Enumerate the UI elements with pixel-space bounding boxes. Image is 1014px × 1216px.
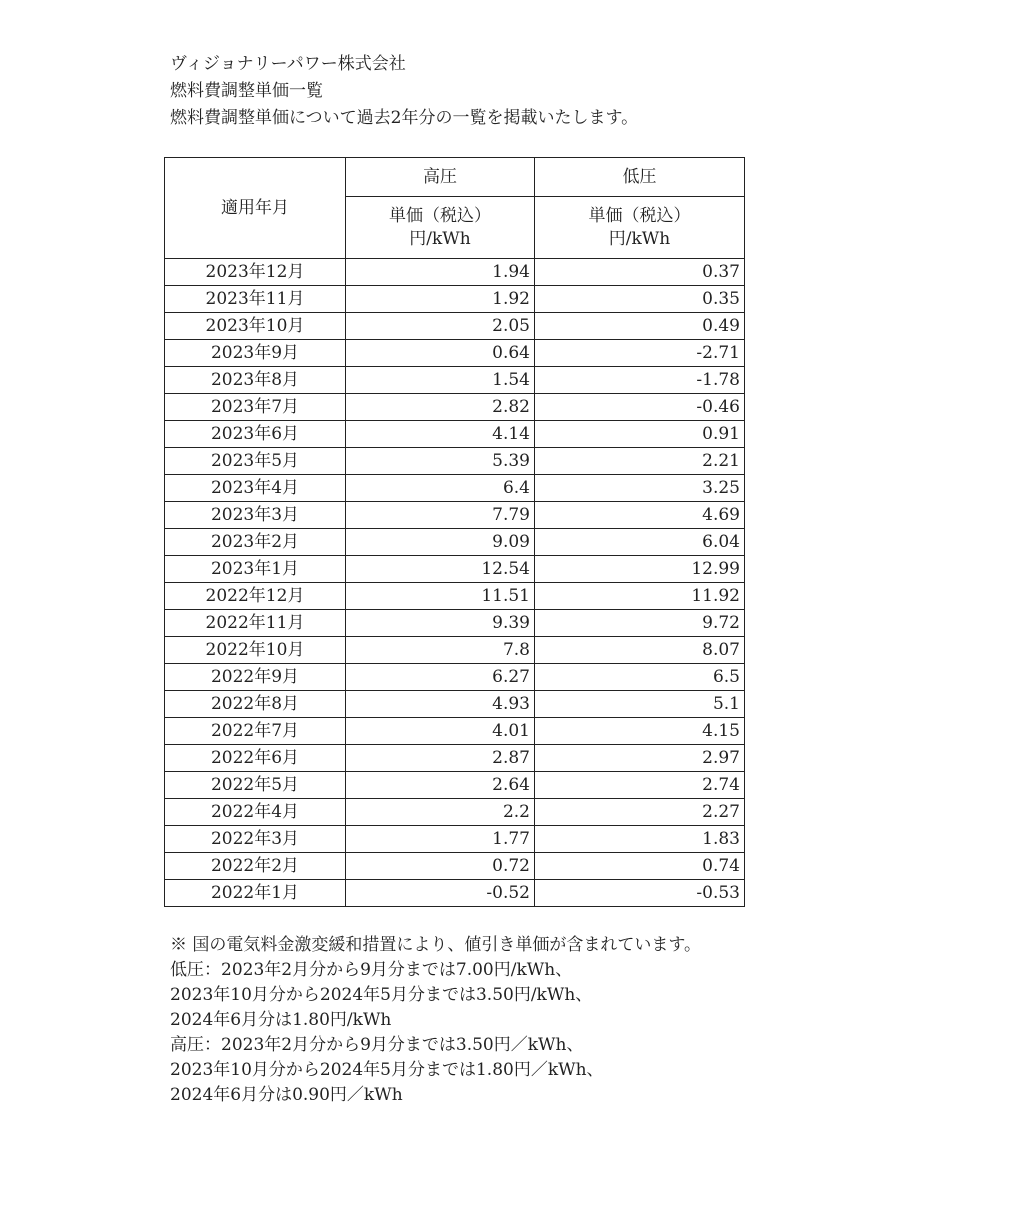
low-voltage-unit-header: [535, 197, 745, 259]
low-voltage-price-cell: 0.37: [535, 259, 745, 286]
note-line: 2023年10月分から2024年5月分までは3.50円/kWh、: [170, 985, 593, 1005]
table-row: [165, 448, 745, 475]
note-line: 2024年6月分は1.80円/kWh: [170, 1010, 392, 1030]
low-voltage-price-cell: 2.27: [535, 799, 745, 826]
low-voltage-price-cell: 0.91: [535, 421, 745, 448]
high-voltage-price-cell: 6.27: [346, 664, 535, 691]
low-voltage-price-cell: 6.5: [535, 664, 745, 691]
note-line: 2023年10月分から2024年5月分までは1.80円／kWh、: [170, 1060, 604, 1080]
high-voltage-price-cell: 4.93: [346, 691, 535, 718]
high-voltage-price-cell: 0.72: [346, 853, 535, 880]
page-description: 燃料費調整単価について過去2年分の一覧を掲載いたします。: [170, 108, 639, 128]
table-row: [165, 286, 745, 313]
low-voltage-price-cell: 6.04: [535, 529, 745, 556]
low-voltage-price-cell: 4.69: [535, 502, 745, 529]
unit-label: 単価（税込）: [389, 205, 491, 226]
low-voltage-price-cell: 0.49: [535, 313, 745, 340]
high-voltage-price-cell: 4.14: [346, 421, 535, 448]
high-voltage-price-cell: 7.8: [346, 637, 535, 664]
month-cell: 2023年4月: [165, 475, 346, 502]
table-row: [165, 745, 745, 772]
month-cell: 2022年11月: [165, 610, 346, 637]
month-cell: 2022年10月: [165, 637, 346, 664]
table-row: [165, 664, 745, 691]
month-cell: 2023年7月: [165, 394, 346, 421]
note-line: 2024年6月分は0.90円／kWh: [170, 1085, 403, 1105]
high-voltage-price-cell: 11.51: [346, 583, 535, 610]
table-row: [165, 691, 745, 718]
month-cell: 2023年3月: [165, 502, 346, 529]
table-row: [165, 502, 745, 529]
high-voltage-price-cell: 9.09: [346, 529, 535, 556]
table-row: [165, 556, 745, 583]
month-cell: 2022年4月: [165, 799, 346, 826]
unit-label: 単価（税込）: [588, 205, 691, 226]
high-voltage-price-cell: 1.94: [346, 259, 535, 286]
table-row: [165, 610, 745, 637]
high-voltage-header: 高圧: [346, 158, 535, 197]
low-voltage-price-cell: 8.07: [535, 637, 745, 664]
fuel-adjustment-table: [164, 157, 745, 907]
month-cell: 2023年11月: [165, 286, 346, 313]
month-cell: 2022年9月: [165, 664, 346, 691]
unit-value: 円/kWh: [409, 228, 471, 249]
table-row: [165, 367, 745, 394]
table-row: [165, 394, 745, 421]
month-cell: 2022年1月: [165, 880, 346, 907]
table-row: [165, 718, 745, 745]
high-voltage-price-cell: 2.82: [346, 394, 535, 421]
high-voltage-price-cell: 5.39: [346, 448, 535, 475]
low-voltage-price-cell: 12.99: [535, 556, 745, 583]
month-cell: 2023年2月: [165, 529, 346, 556]
month-cell: 2023年8月: [165, 367, 346, 394]
high-voltage-price-cell: 4.01: [346, 718, 535, 745]
month-cell: 2022年6月: [165, 745, 346, 772]
page-header: [170, 51, 638, 132]
high-voltage-price-cell: 2.2: [346, 799, 535, 826]
notes-section: [170, 933, 701, 1108]
table-row: [165, 313, 745, 340]
note-line: ※ 国の電気料金激変緩和措置により、値引き単価が含まれています。: [170, 935, 702, 955]
low-voltage-price-cell: 9.72: [535, 610, 745, 637]
low-voltage-price-cell: 0.74: [535, 853, 745, 880]
table-row: [165, 880, 745, 907]
low-voltage-price-cell: 2.21: [535, 448, 745, 475]
table-row: [165, 421, 745, 448]
note-line: 低圧：2023年2月分から9月分までは7.00円/kWh、: [170, 960, 573, 980]
unit-value: 円/kWh: [608, 228, 671, 249]
table-row: [165, 475, 745, 502]
month-cell: 2023年10月: [165, 313, 346, 340]
table-row: [165, 637, 745, 664]
company-name: ヴィジョナリーパワー株式会社: [170, 54, 406, 74]
low-voltage-price-cell: 0.35: [535, 286, 745, 313]
high-voltage-price-cell: 1.92: [346, 286, 535, 313]
low-voltage-price-cell: 1.83: [535, 826, 745, 853]
low-voltage-price-cell: 2.74: [535, 772, 745, 799]
month-column-header: 適用年月: [165, 158, 346, 259]
high-voltage-price-cell: 1.54: [346, 367, 535, 394]
high-voltage-price-cell: 1.77: [346, 826, 535, 853]
month-cell: 2023年1月: [165, 556, 346, 583]
low-voltage-price-cell: 3.25: [535, 475, 745, 502]
page-title: 燃料費調整単価一覧: [170, 81, 323, 101]
high-voltage-price-cell: -0.52: [346, 880, 535, 907]
high-voltage-price-cell: 2.64: [346, 772, 535, 799]
low-voltage-price-cell: -0.46: [535, 394, 745, 421]
month-cell: 2022年7月: [165, 718, 346, 745]
month-cell: 2023年12月: [165, 259, 346, 286]
low-voltage-price-cell: -0.53: [535, 880, 745, 907]
month-cell: 2022年12月: [165, 583, 346, 610]
high-voltage-price-cell: 9.39: [346, 610, 535, 637]
low-voltage-header: 低圧: [535, 158, 745, 197]
month-cell: 2022年5月: [165, 772, 346, 799]
high-voltage-price-cell: 7.79: [346, 502, 535, 529]
table-body: [165, 259, 745, 907]
table-row: [165, 799, 745, 826]
high-voltage-price-cell: 12.54: [346, 556, 535, 583]
table-row: [165, 853, 745, 880]
table-header: [165, 158, 745, 259]
table-row: [165, 529, 745, 556]
low-voltage-price-cell: -1.78: [535, 367, 745, 394]
table-row: [165, 772, 745, 799]
high-voltage-price-cell: 6.4: [346, 475, 535, 502]
table-row: [165, 826, 745, 853]
note-line: 高圧：2023年2月分から9月分までは3.50円／kWh、: [170, 1035, 584, 1055]
low-voltage-price-cell: 2.97: [535, 745, 745, 772]
table-row: [165, 259, 745, 286]
high-voltage-unit-header: [346, 197, 535, 259]
table-row: [165, 583, 745, 610]
month-cell: 2022年8月: [165, 691, 346, 718]
high-voltage-price-cell: 2.87: [346, 745, 535, 772]
low-voltage-price-cell: 5.1: [535, 691, 745, 718]
table-row: [165, 340, 745, 367]
high-voltage-price-cell: 0.64: [346, 340, 535, 367]
low-voltage-price-cell: -2.71: [535, 340, 745, 367]
month-cell: 2022年2月: [165, 853, 346, 880]
low-voltage-price-cell: 4.15: [535, 718, 745, 745]
month-cell: 2023年6月: [165, 421, 346, 448]
month-cell: 2023年9月: [165, 340, 346, 367]
low-voltage-price-cell: 11.92: [535, 583, 745, 610]
month-cell: 2022年3月: [165, 826, 346, 853]
month-cell: 2023年5月: [165, 448, 346, 475]
high-voltage-price-cell: 2.05: [346, 313, 535, 340]
